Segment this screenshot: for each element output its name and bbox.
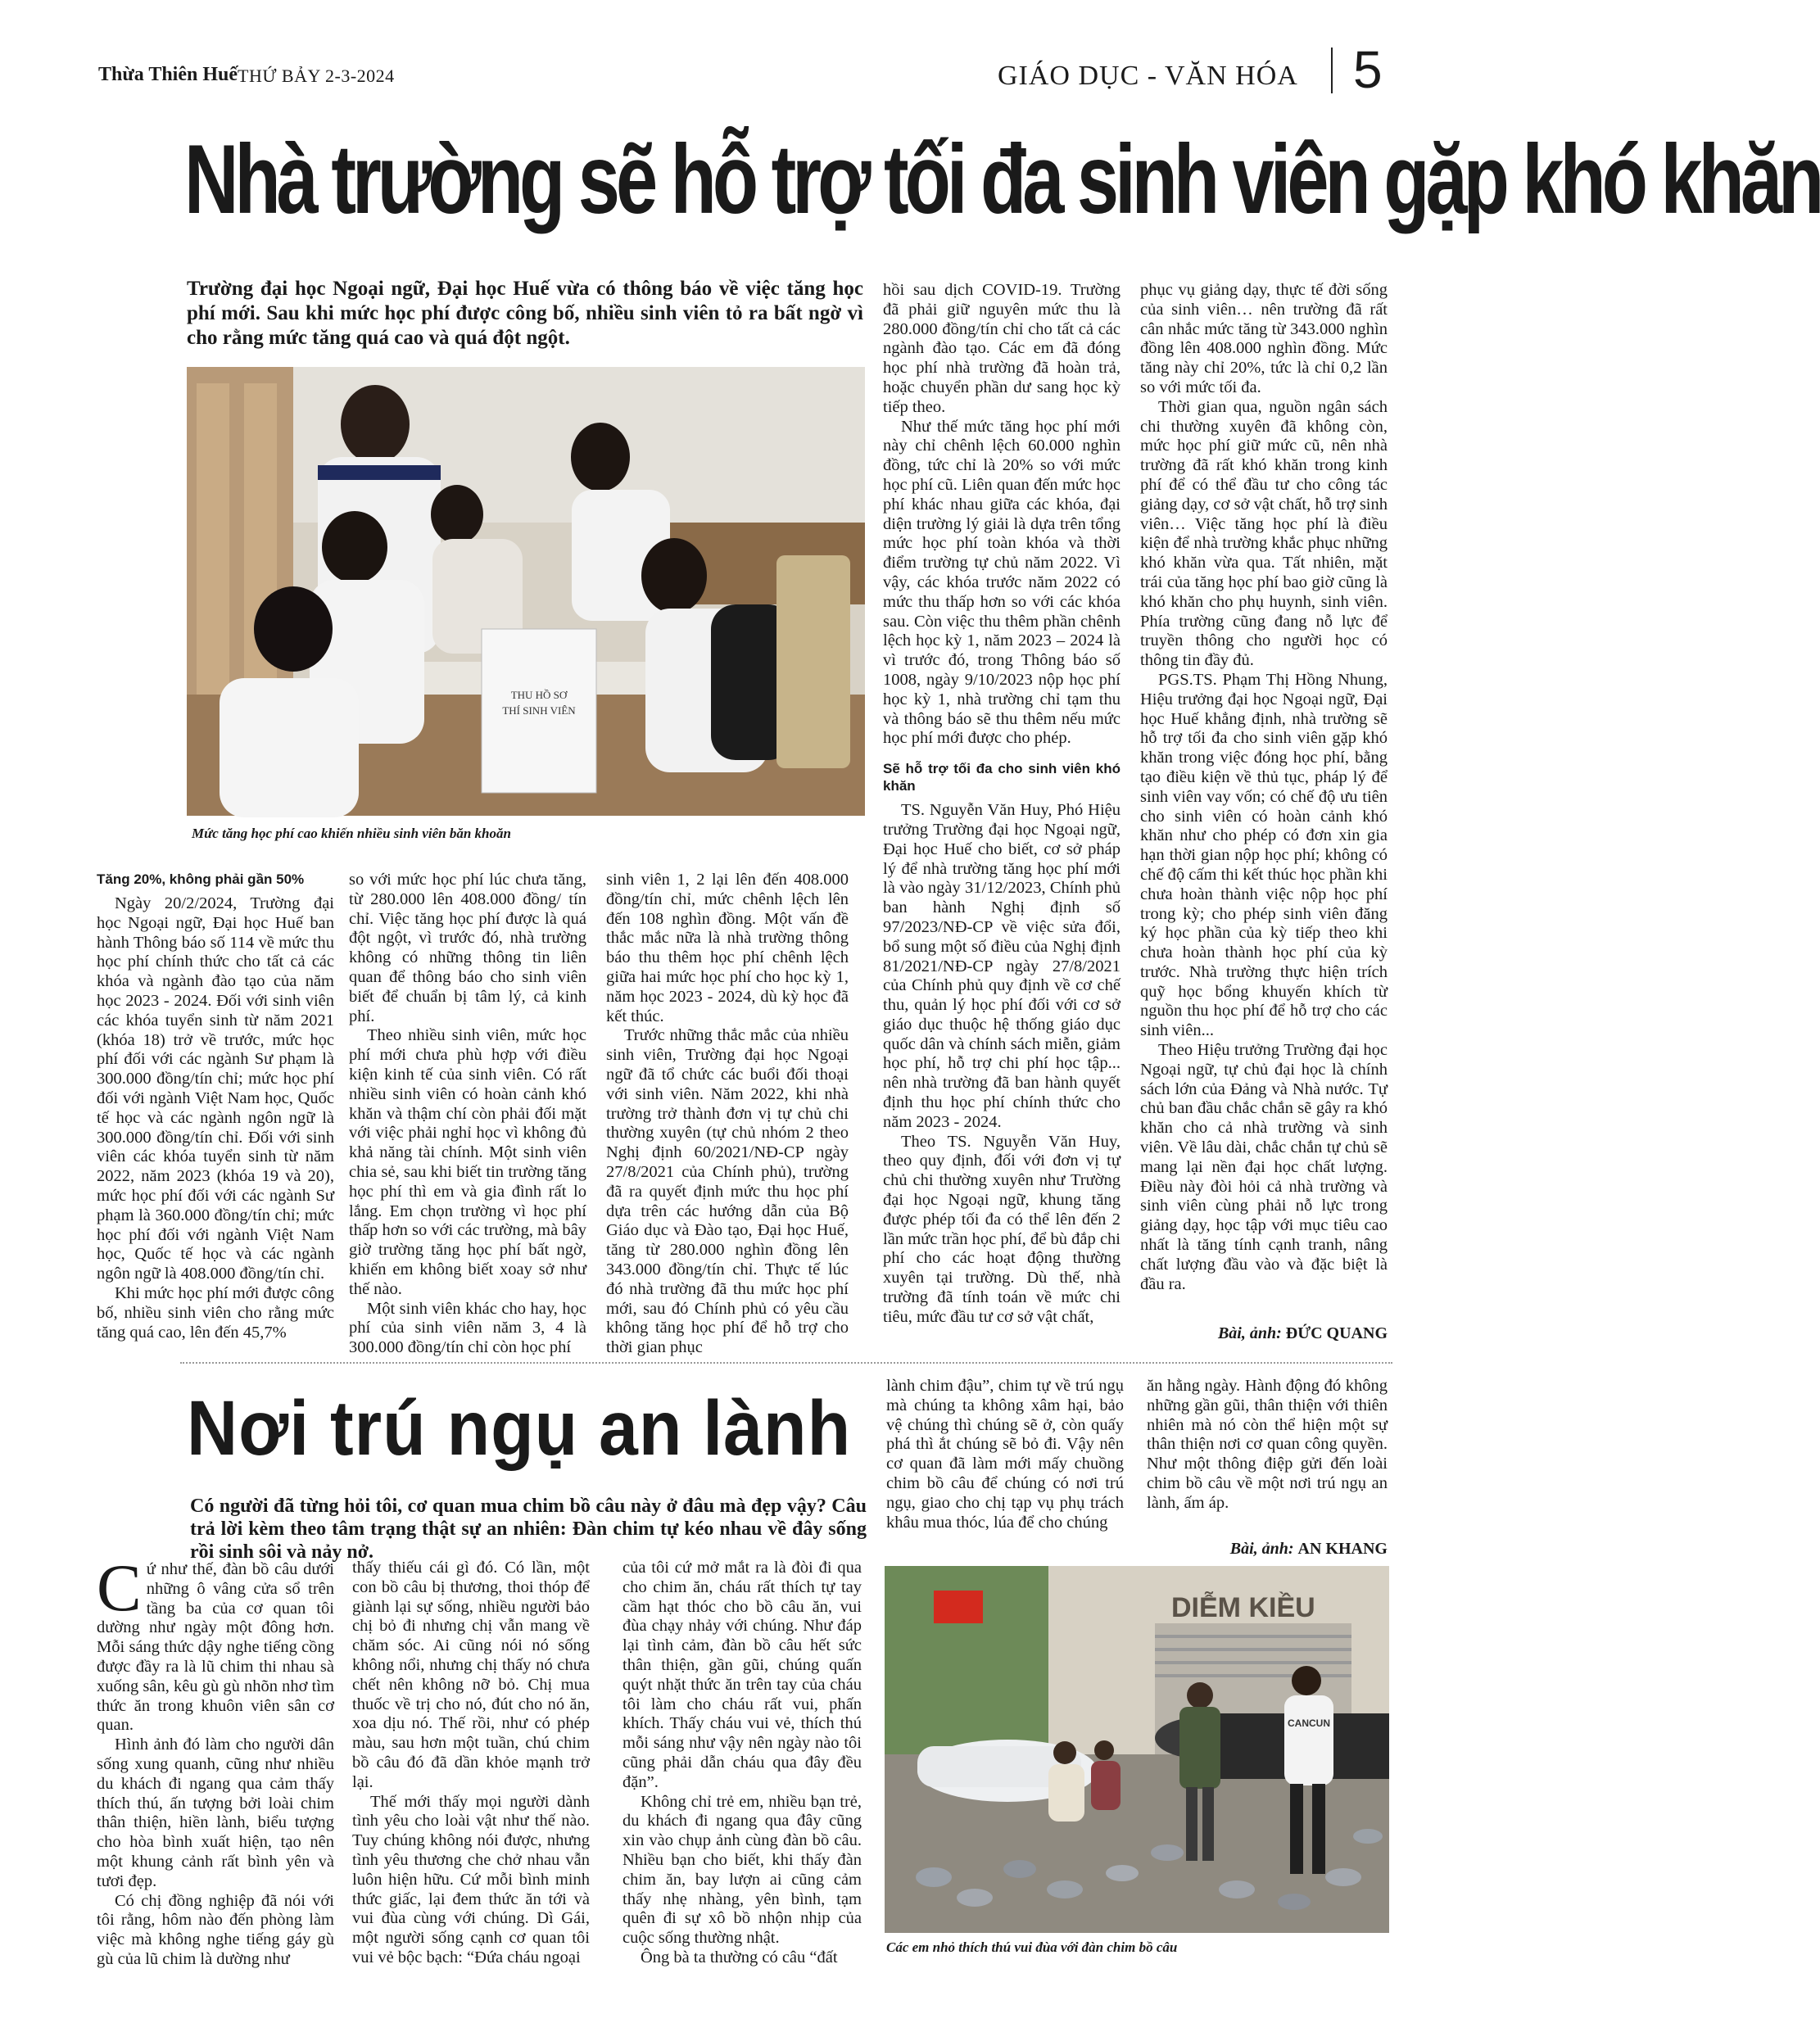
first-paragraph-text: ứ như thế, đàn bồ câu dưới những ô vâng cửa sổ trên tầng ba của cơ quan tôi dường như ngày một đông hơn. Mỗi sáng thức dậy nghe tiếng cồng được đầy ra là lũ chim thi nhau sà xuống sân, kêu gù gù nhõn nhơ tìm thức ăn trong khuôn viên sân cơ quan. [97, 1560, 334, 1735]
article1-column-2 [349, 871, 586, 1358]
paragraph: Theo TS. Nguyễn Văn Huy, theo quy định, đối với đơn vị tự chủ chi thường xuyên như Trường đại học Ngoại ngữ, khung tăng được phép tối đa có thể lên đến 2 lần mức trần học phí, để bù đắp chi phí cho các hoạt động thường xuyên tại trường. Dù thế, nhà trường đã tính toán về mức chi tiêu, mức đầu tư cơ sở vật chất, [883, 1132, 1121, 1326]
article1-column-4 [883, 281, 1121, 1328]
article2-column-1 [97, 1550, 334, 1970]
article2-column-4 [886, 1377, 1124, 1532]
article1-photo [187, 367, 865, 816]
svg-text:CANCUN: CANCUN [1288, 1717, 1330, 1729]
article1-column-1 [97, 871, 334, 1342]
paragraph: Như thế mức tăng học phí mới này chỉ chênh lệch 60.000 nghìn đồng, tức chỉ là 20% so với mức học phí cũ. Liên quan đến mức học phí khác nhau giữa các khóa, đại diện trường lý giải là dựa trên tổng mức học phí toàn khóa và thời điểm trường tự chủ năm 2022. Vì vậy, các khóa trước năm 2022 có mức thu thấp hơn so với các khóa sau. Còn việc thu thêm phần chênh lệch học kỳ 1, năm 2023 – 2024 là vì trước đó, trong Thông báo số 1008, ngày 9/10/2023 nộp học phí học kỳ 1, nhà trường chỉ tạm thu và thông báo sẽ thu thêm nếu mức học phí mới được cho phép. [883, 417, 1121, 748]
paragraph: Thời gian qua, nguồn ngân sách chi thường xuyên đã không còn, mức học phí giữ mức cũ, nên nhà trường đã rất khó khăn trong kinh phí để có thể đầu tư cho công tác giảng dạy, cơ sở vật chất, hỗ trợ sinh viên… Việc tăng học phí là điều kiện để nhà trường khắc phục những khó khăn vừa qua. Tất nhiên, mặt trái của tăng học phí bao giờ cũng là khó khăn cho phụ huynh, sinh viên. Phía trường cũng đang nỗ lực để truyền thông cho người học có thông tin đầy đủ. [1140, 397, 1388, 670]
masthead-divider [1331, 48, 1333, 93]
paragraph: Trước những thắc mắc của nhiều sinh viên, Trường đại học Ngoại ngữ đã tổ chức các buổi đối thoại với sinh viên. Năm 2022, khi nhà trường trở thành đơn vị tự chủ chi thường xuyên (tự chủ nhóm 2 theo Nghị định 60/2021/NĐ-CP ngày 27/8/2021 của Chính phủ), trường đã ra quyết định mức thu học phí dựa trên các hướng dẫn của Bộ Giáo dục và Đào tạo, Đại học Huế, tăng từ 280.000 nghìn đồng lên 343.000 đồng/tín chỉ. Thực tế lúc đó nhà trường đã thu mức học phí mới, sau đó Chính phủ có yêu cầu không tăng học phí để hỗ trợ cho thời gian phục [606, 1026, 849, 1357]
byline-prefix: Bài, ảnh: [1217, 1324, 1282, 1342]
paragraph: Khi mức học phí mới được công bố, nhiều sinh viên cho rằng mức tăng quá cao, lên đến 45,7% [97, 1283, 334, 1342]
paragraph: Không chỉ trẻ em, nhiều bạn trẻ, du khách đi ngang qua đây cũng xin vào chụp ảnh cùng đàn bồ câu. Nhiều bạn cho biết, khi thấy đàn chim ăn, bay lượn ai cũng cảm thấy nhẹ nhàng, yên bình, tạm quên đi sự xô bồ nhộn nhịp của cuộc sống thường nhật. [623, 1792, 862, 1948]
paragraph: Ông bà ta thường có câu “đất [641, 1948, 838, 1966]
paragraph: Có chị đồng nghiệp đã nói với tôi rằng, hôm nào đến phòng làm việc mà không nghe tiếng gáy gù gù của lũ chim là dường như [97, 1891, 334, 1968]
article1-lead: Trường đại học Ngoại ngữ, Đại học Huế vừa có thông báo về việc tăng học phí mới. Sau khi mức học phí được công bố, nhiều sinh viên tỏ ra bất ngờ vì cho rằng mức tăng quá cao và quá đột ngột. [187, 278, 863, 349]
paragraph: thấy thiếu cái gì đó. Có lần, một con bồ câu bị thương, thoi thóp để giành lại sự sống, nhiều người bảo chị bỏ đi nhưng chị vẫn mang về chăm sóc. Ai cũng nói nó sống không nổi, nhưng chị thấy nó chưa chết nên không nỡ bỏ. Chị mua thuốc về trị cho nó, đút cho nó ăn, xoa dịu nó. Thế rồi, như có phép màu, sau hơn một tuần, chú chim bồ câu đó đã dần khỏe mạnh trở lại. [352, 1559, 590, 1791]
paragraph: TS. Nguyễn Văn Huy, Phó Hiệu trưởng Trường đại học Ngoại ngữ, Đại học Huế cho biết, cơ sở pháp lý để nhà trường tăng học phí mới là vào ngày 31/12/2023, Chính phủ ban hành Nghị định số 97/2023/NĐ-CP về việc sửa đổi, bổ sung một số điều của Nghị định 81/2021/NĐ-CP ngày 27/8/2021 của Chính phủ quy định về cơ chế thu, quản lý học phí đối với cơ sở giáo dục thuộc hệ thống giáo dục quốc dân và chính sách miễn, giảm học phí, hỗ trợ chi phí học tập... nên nhà trường đã ban hành quyết định thu học phí chính thức cho năm 2023 - 2024. [883, 801, 1121, 1131]
paragraph: Theo Hiệu trưởng Trường đại học Ngoại ngữ, tự chủ đại học là chính sách lớn của Đảng và Nhà nước. Tự chủ ban đầu chắc chắn sẽ gây ra khó khăn cho cả nhà trường và sinh viên. Về lâu dài, chắc chắn tự chủ sẽ mang lại nền đại học chất lượng. Điều này đòi hỏi cả nhà trường và sinh viên cùng phải nỗ lực trong giảng dạy, học tập với mục tiêu cao nhất là tăng tính cạnh tranh, nâng chất lượng đầu vào và đặc biệt là đầu ra. [1140, 1041, 1388, 1293]
article2-column-3 [623, 1559, 862, 1968]
article1-column-5 [1140, 281, 1388, 1294]
masthead-section: GIÁO DỤC - VĂN HÓA [998, 61, 1298, 91]
paragraph: sinh viên 1, 2 lại lên đến 408.000 đồng/tín chỉ, mức chênh lệch lên đến 108 nghìn đồng. Một vấn đề thắc mắc nữa là nhà trường thông báo thu thêm học phí chênh lệch giữa hai mức học phí cho học kỳ 1, năm học 2023 - 2024, dù kỳ học đã kết thúc. [606, 871, 849, 1025]
page-number: 5 [1353, 40, 1383, 99]
paragraph: ăn hằng ngày. Hành động đó không những gần gũi, thân thiện với thiên nhiên mà nó còn thể hiện một sự thân thiện nơi cơ quan công quyền. Như một thông điệp gửi đến loài chim bồ câu về một nơi trú ngụ an lành, ấm áp. [1147, 1377, 1388, 1512]
paragraph [97, 1550, 334, 1736]
paragraph: Theo nhiều sinh viên, mức học phí mới chưa phù hợp với điều kiện kinh tế của sinh viên. Có rất nhiều sinh viên có hoàn cảnh khó khăn và thậm chí còn phải đối mặt với việc phải nghỉ học vì không đủ khả năng tài chính. Một sinh viên chia sẻ, sau khi biết tin trường tăng học phí thì em và gia đình rất lo lắng. Em chọn trường vì học phí thấp hơn so với các trường, mà bây giờ trường tăng học phí bất ngờ, khiến em không biết xoay sở như thế nào. [349, 1026, 586, 1298]
masthead-date: THỨ BẢY 2-3-2024 [238, 66, 395, 86]
article1-subhead-1: Tăng 20%, không phải gần 50% [97, 871, 305, 887]
paragraph: Một sinh viên khác cho hay, học phí của sinh viên năm 3, 4 là 300.000 đồng/tín chỉ còn học phí [349, 1299, 586, 1357]
paragraph: Hình ảnh đó làm cho người dân sống xung quanh, cũng như nhiều du khách đi ngang qua cảm thấy thích thú, ấn tượng bởi loài chim thân thiện, hiền lành, biểu tượng cho hòa bình xuất hiện, tạo nên một khung cảnh rất bình yên và tươi đẹp. [97, 1736, 334, 1890]
paragraph: của tôi cứ mở mắt ra là đòi đi qua cho chim ăn, cháu rất thích tự tay cầm hạt thóc cho bồ câu ăn, vui đùa chạy nhảy với chúng. Như đáp lại tình cảm, đàn bồ câu hết sức thân thiện, gần gũi, chúng quấn quýt nhặt thức ăn trên tay của cháu tôi làm cho cháu rất vui, phấn khích. Thấy cháu vui vẻ, thích thú mỗi sáng như vậy nên ngày nào tôi cũng phải dẫn cháu qua đây đều đặn”. [623, 1559, 862, 1791]
paragraph: Ngày 20/2/2024, Trường đại học Ngoại ngữ, Đại học Huế ban hành Thông báo số 114 về mức thu học phí chính thức cho tất cả các khóa và ngành đào tạo của năm học 2023 - 2024. Đối với sinh viên các khóa tuyển sinh từ năm 2021 (khóa 18) trở về trước, mức học phí đối với các ngành Sư phạm là 300.000 đồng/tín chỉ; mức học phí đối với ngành Việt Nam học, Quốc tế học và các ngành ngôn ngữ là 300.000 đồng/tín chỉ. Đối với sinh viên các khóa tuyển sinh từ năm 2022, năm 2023 (khóa 19 và 20), mức học phí đối với các ngành Sư phạm là 360.000 đồng/tín chỉ; mức học phí đối với ngành Việt Nam học, Quốc tế học và các ngành ngôn ngữ là 408.000 đồng/tín chỉ. [97, 894, 334, 1283]
section-divider [180, 1362, 1392, 1364]
article1-subhead-2: Sẽ hỗ trợ tối đa cho sinh viên khó khăn [883, 761, 1121, 794]
svg-text:THÍ SINH VIÊN: THÍ SINH VIÊN [502, 704, 576, 717]
article1-byline [1140, 1324, 1388, 1343]
paragraph: hồi sau dịch COVID-19. Trường đã phải giữ nguyên mức thu là 280.000 đồng/tín chỉ cho tất cả các ngành đào tạo. Các em đã đóng học phí nhà trường đã hoàn trả, hoặc chuyển phần dư sang học kỳ tiếp theo. [883, 281, 1121, 416]
paragraph: lành chim đậu”, chim tự về trú ngụ mà chúng ta không xâm hại, bảo vệ chúng thì chúng sẽ ở, còn quấy phá thì ắt chúng sẽ bỏ đi. Vậy nên cơ quan đã làm mới mấy chuồng chim bồ câu để chúng có nơi trú ngụ, giao cho chị tạp vụ phụ trách khâu mua thóc, lúa để cho chúng [886, 1377, 1124, 1532]
dropcap-letter: C [97, 1550, 142, 1625]
paragraph: so với mức học phí lúc chưa tăng, từ 280.000 lên 408.000 đồng/ tín chỉ. Việc tăng học phí được là quá đột ngột, vì trước đó, nhà trường không có những thông tin liên quan để thông báo cho sinh viên biết để chuẩn bị tâm lý, cả kinh phí. [349, 871, 586, 1025]
byline-author: AN KHANG [1297, 1540, 1388, 1558]
byline-author: ĐỨC QUANG [1285, 1324, 1388, 1342]
byline-prefix: Bài, ảnh: [1229, 1540, 1294, 1558]
paragraph: PGS.TS. Phạm Thị Hồng Nhung, Hiệu trưởng đại học Ngoại ngữ, Đại học Huế khẳng định, nhà trường sẽ hỗ trợ tối đa cho sinh viên gặp khó khăn trong việc đóng học phí, bằng tạo điều kiện về thủ tục, pháp lý để sinh viên vay vốn; có chế độ ưu tiên cho sinh viên có hoàn cảnh khó khăn như cho phép có đơn xin gia hạn thời gian nộp học phí; không có chế độ cấm thi kết thúc học phần khi chưa hoàn thành việc nộp học phí trong kỳ; cho phép sinh viên đăng ký học phần của kỳ tiếp theo khi chưa hoàn thành học phí của kỳ trước. Nhà trường thực hiện trích quỹ học bổng khuyến khích từ nguồn thu học phí để hỗ trợ cho các sinh viên... [1140, 670, 1388, 1040]
article1-headline: Nhà trường sẽ hỗ trợ tối đa sinh viên gặp khó khăn [184, 125, 1820, 235]
article2-column-5 [1147, 1377, 1388, 1514]
article2-photo-caption: Các em nhỏ thích thú vui đùa với đàn chim bồ câu [886, 1939, 1178, 1955]
article2-column-2 [352, 1559, 590, 1968]
article1-photo-caption: Mức tăng học phí cao khiến nhiều sinh viên băn khoăn [192, 826, 511, 841]
svg-text:DIỄM KIỀU: DIỄM KIỀU [1171, 1592, 1315, 1623]
paragraph: phục vụ giảng dạy, thực tế đời sống của sinh viên… nên trường đã rất cân nhắc mức tăng từ 343.000 nghìn đồng lên 408.000 nghìn đồng. Mức tăng này chỉ 20%, tức là chỉ 0,2 lần so với mức tối đa. [1140, 281, 1388, 396]
article2-byline [1147, 1540, 1388, 1559]
paragraph: Thế mới thấy mọi người dành tình yêu cho loài vật như thế nào. Tuy chúng không nói được, nhưng tình yêu thương che chở nhau vẫn luôn hiện hữu. Cứ mỗi bình minh thức giấc, lại đem thức ăn tới và vui đùa cùng với chúng. Dì Gái, một người sống cạnh cơ quan tôi vui vẻ bộc bạch: “Đứa cháu ngoại [352, 1792, 590, 1966]
article2-photo [885, 1566, 1389, 1933]
masthead-paper-name: Thừa Thiên Huế [98, 64, 238, 85]
svg-text:THU HỒ SƠ: THU HỒ SƠ [510, 689, 568, 701]
article2-headline: Nơi trú ngụ an lành [187, 1385, 852, 1472]
article2-lead: Có người đã từng hỏi tôi, cơ quan mua chim bồ câu này ở đâu mà đẹp vậy? Câu trả lời kèm theo tâm trạng thật sự an nhiên: Đàn chim tự kéo nhau về đây sống rồi sinh sôi và nảy nở. [190, 1496, 867, 1563]
article1-column-3 [606, 871, 849, 1358]
